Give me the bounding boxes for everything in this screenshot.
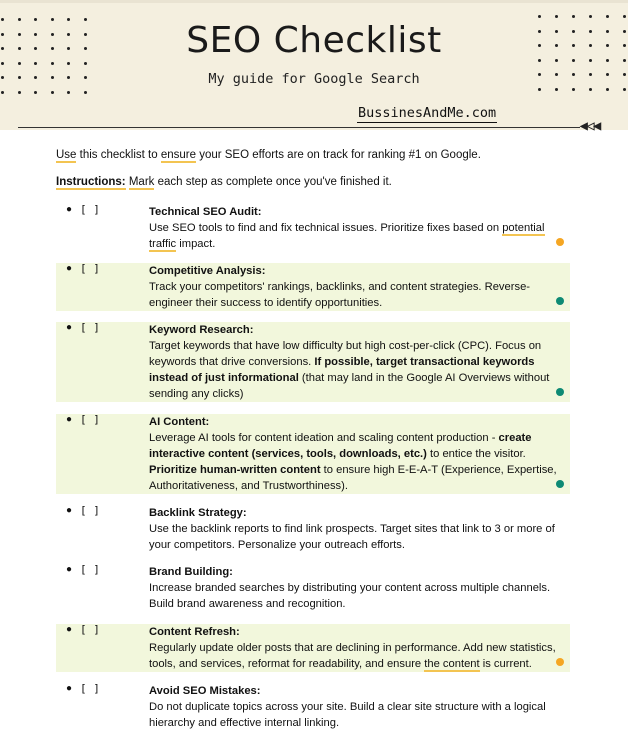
dot (623, 88, 626, 91)
dot (18, 91, 21, 94)
instructions-label: Instructions: (56, 176, 126, 188)
arrow-left-filled-icon[interactable]: ◀ (580, 121, 587, 132)
dot (555, 88, 558, 91)
comment-marker-icon[interactable] (556, 388, 564, 396)
dot (51, 62, 54, 65)
dot (538, 15, 541, 18)
instructions-mark: Mark (128, 176, 155, 188)
bullet: ● (66, 414, 73, 425)
item-title: Technical SEO Audit: (149, 206, 262, 218)
checklist-item-technical-seo (56, 204, 570, 252)
item-text (149, 322, 569, 402)
checklist-item-competitive-analysis (56, 263, 570, 311)
dot (606, 15, 609, 18)
checklist-item-backlink-strategy (56, 505, 570, 553)
intro-ensure: ensure (160, 149, 196, 161)
checkbox[interactable]: [ ] (80, 504, 100, 517)
checkbox[interactable]: [ ] (80, 563, 100, 576)
item-title: Content Refresh: (149, 626, 240, 638)
item-body-highlight: potential traffic (149, 222, 545, 250)
dot (84, 62, 87, 65)
comment-marker-icon[interactable] (556, 238, 564, 246)
intro-use: Use (56, 149, 77, 161)
bullet: ● (66, 505, 73, 516)
item-body: Regularly update older posts that are declining in performance. Add new statistics, tools, and services, reformat for readability, and ensure (149, 642, 556, 670)
bullet: ● (66, 263, 73, 274)
intro-text-2: your SEO efforts are on track for ranking #1 on (196, 149, 441, 161)
item-text (149, 624, 569, 672)
checkbox[interactable]: [ ] (80, 321, 100, 334)
page-nav-icons[interactable] (580, 121, 600, 132)
bullet: ● (66, 564, 73, 575)
dot (606, 88, 609, 91)
item-body-middle: to entice the visitor. (426, 448, 526, 460)
dot (555, 15, 558, 18)
checklist-item-content-refresh (56, 624, 570, 672)
item-body: Use SEO tools to find and fix technical issues. Prioritize fixes based on (149, 222, 503, 234)
item-title: Avoid SEO Mistakes: (149, 685, 261, 697)
item-body-end: (that may land in the Google AI Overviews without sending any clicks) (149, 372, 550, 400)
dot (34, 91, 37, 94)
item-body-bold: If possible, target transactional keywords instead of just informational (149, 356, 535, 384)
checkbox[interactable]: [ ] (80, 262, 100, 275)
checklist-item-avoid-seo-mistakes (56, 683, 570, 731)
arrow-left-outline-icon[interactable]: ◁ (586, 121, 594, 132)
item-text (149, 414, 569, 494)
item-text (149, 683, 569, 731)
intro-text-1: this checklist to (76, 149, 161, 161)
item-text (149, 505, 569, 553)
header-divider (18, 127, 580, 128)
dot (34, 62, 37, 65)
dot (623, 15, 626, 18)
bullet: ● (66, 322, 73, 333)
comment-marker-icon[interactable] (556, 658, 564, 666)
item-title: Competitive Analysis: (149, 265, 266, 277)
item-text (149, 564, 569, 612)
item-title: Brand Building: (149, 566, 233, 578)
page-subtitle: My guide for Google Search (208, 71, 420, 87)
dot (18, 62, 21, 65)
intro-line (56, 149, 481, 161)
dot (1, 62, 4, 65)
checklist-item-brand-building (56, 564, 570, 612)
checkbox[interactable]: [ ] (80, 682, 100, 695)
item-body-bold-1: create interactive content (services, tools, downloads, etc.) (149, 432, 532, 460)
item-title: AI Content: (149, 416, 210, 428)
item-body: Do not duplicate topics across your site. Build a clear site structure with a logical hierarchy and effective internal linking. (149, 701, 546, 729)
dot (67, 91, 70, 94)
item-body-end: impact. (176, 238, 216, 250)
dot (538, 88, 541, 91)
bullet: ● (66, 624, 73, 635)
site-link-underline (357, 122, 497, 123)
item-body: Increase branded searches by distributing your content across multiple channels. Build brand awareness and recognition. (149, 582, 551, 610)
item-body: Track your competitors' rankings, backlinks, and content strategies. Reverse-engineer their success to identify opportunities. (149, 281, 531, 309)
instructions-text: each step as complete once you've finished it. (154, 176, 392, 188)
item-text (149, 204, 569, 252)
item-body: Use the backlink reports to find link prospects. Target sites that link to 3 or more of your competitors. Personalize your outreach efforts. (149, 523, 555, 551)
bullet: ● (66, 204, 73, 215)
item-body: Leverage AI tools for content ideation and scaling content production - (149, 432, 499, 444)
dot (51, 91, 54, 94)
item-body-end: is current. (479, 658, 532, 670)
item-title: Backlink Strategy: (149, 507, 247, 519)
checkbox[interactable]: [ ] (80, 203, 100, 216)
item-text (149, 263, 569, 311)
checkbox[interactable]: [ ] (80, 413, 100, 426)
page-title: SEO Checklist (186, 20, 442, 61)
bullet: ● (66, 683, 73, 694)
dot (67, 62, 70, 65)
dot (84, 91, 87, 94)
comment-marker-icon[interactable] (556, 297, 564, 305)
site-link[interactable]: BussinesAndMe.com (358, 105, 497, 121)
dot (589, 15, 592, 18)
header (0, 0, 628, 130)
item-body: Target keywords that have low difficulty but high cost-per-click (CPC). Focus on keywords that drive conversions. (149, 340, 542, 368)
intro-google: Google. (440, 149, 481, 161)
item-body-end: to ensure high E-E-A-T (Experience, Expertise, Authoritativeness, and Trustworthiness). (149, 464, 557, 492)
dot (572, 15, 575, 18)
checkbox[interactable]: [ ] (80, 623, 100, 636)
item-title: Keyword Research: (149, 324, 254, 336)
item-body-highlight: the content (424, 658, 480, 670)
dot (572, 88, 575, 91)
checklist-item-ai-content (56, 414, 570, 494)
arrow-right-filled-icon[interactable]: ◀ (593, 121, 601, 132)
checklist-item-keyword-research (56, 322, 570, 402)
item-body-bold-2: Prioritize human-written content (149, 464, 321, 476)
dot (1, 91, 4, 94)
header-top-line (0, 0, 628, 3)
dot (589, 88, 592, 91)
instructions-line (56, 176, 392, 188)
comment-marker-icon[interactable] (556, 480, 564, 488)
